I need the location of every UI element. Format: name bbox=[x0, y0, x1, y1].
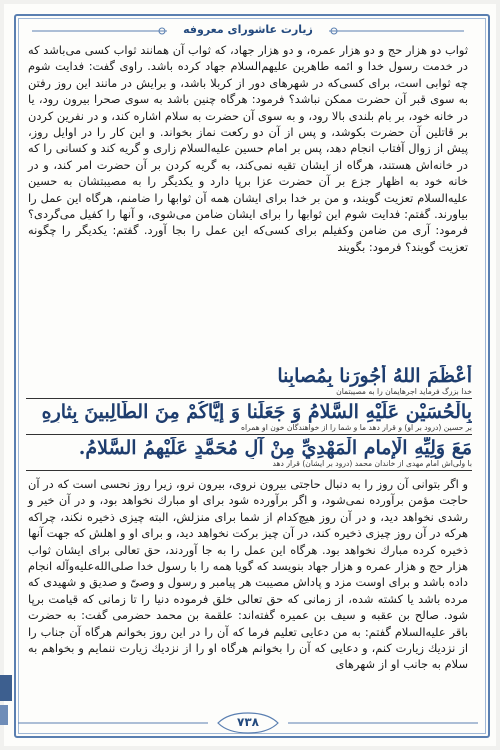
page-header-title: زيارت عاشوراى معروفه bbox=[183, 22, 313, 36]
translation-gloss-2: بر حسين (درود بر او) و قرار دهد ما و شما را از خواهندگان خون او همراه bbox=[26, 423, 472, 435]
arabic-quote-block bbox=[26, 365, 472, 473]
margin-thumb-tab bbox=[0, 675, 12, 701]
body-text-bottom bbox=[28, 476, 468, 673]
arabic-quote-line-3: مَعَ وَلِيِّهِ الْإمامِ الْمَهْدِيِّ مِنْ آلِ مُحَمَّدٍ عَلَيْهِمُ السَّلامُ. bbox=[78, 437, 472, 459]
page-footer bbox=[18, 712, 478, 734]
header-ornament-left bbox=[32, 26, 167, 36]
margin-thumb-tab-secondary bbox=[0, 705, 8, 725]
header-ornament-right bbox=[329, 26, 464, 36]
paragraph-1: ثواب دو هزار حج و دو هزار عمره، و دو هزار جهاد، كه ثواب آن همانند ثواب كسى مى‌باشد كه در خدمت رسول خدا و ائمه طاهرين عليهم‌السلام جهاد كرده باشد. راوى گفت: فدايت شوم چه ثوابى است، براى كسى‌كه در شهرهاى دور از كربلا باشد، و برايش در مانند اين روز رفتن به سوى قبر آن حضرت ممكن نباشد؟ فرمود: هرگاه چنين باشد به سوى صحرا بيرون رود، يا در خانه خود، بر بام بلندى بالا رود، و به سوى آن حضرت به سلام اشاره كند، و در نفرين كردن بر قاتلين آن حضرت بكوشد، و پس از آن دو ركعت نماز بخواند. و اين كار را در اوايل روز، پيش از زوال آفتاب انجام دهد، پس بر امام حسين عليه‌السلام زارى و گريه كند و كسانى را كه در خانه‌اش هستند، هرگاه از ايشان تقيه نمى‌كند، به گريه كردن بر آن حضرت امر كند، و در خانه خود به اظهار جزع بر آن حضرت عزا برپا دارد و يكديگر را به مصيبتشان به حسين عليه‌السلام تعزيت گويند، و من بر خدا براى ايشان همه آن ثوابها را ضامنم، هرگاه اين عمل را بياورند. گفتم: فدايت شوم اين ثوابها را براى ايشان ضامن مى‌شوى، و آنها را كفيل مى‌گردى؟ فرمود: آرى من ضامن وكفيلم براى كسى‌كه اين عمل را بجا آورد. گفتم: يكديگر را چگونه تعزيت گويند؟ فرمود: بگويند bbox=[28, 43, 468, 254]
page-number: ٧٣٨ bbox=[237, 715, 259, 729]
body-text-top bbox=[28, 42, 468, 255]
translation-gloss-3: با ولى‌اش امام مهدى از خاندان محمد (درود بر ايشان) قرار دهد bbox=[26, 459, 472, 471]
page-header bbox=[18, 16, 478, 42]
arabic-quote-line-1: أَعْظَمَ اللهُ أُجُورَنا بِمُصابِنا bbox=[277, 365, 472, 387]
translation-gloss-1: خدا بزرگ فرمايد اجرهايمان را به مصيبتمان bbox=[26, 387, 472, 399]
arabic-quote-line-2: بِالْحُسَيْنِ عَلَيْهِ السَّلامُ وَ جَعَلَنا وَ إيَّاكُمْ مِنَ الطّالِبينَ بِثارِهِ bbox=[41, 401, 472, 423]
paragraph-2: و اگر بتوانى آن روز را به دنبال حاجتى بيرون نروى، بيرون نرو، زيرا روز نحسى است كه در آن حاجت مؤمن برآورده نمى‌شود، و اگر برآورده شود براى او مبارك نخواهد بود، و در آن خير و رشدى نخواهد ديد، و در آن روز هيچ‌كدام از شما براى منزلش، البته چيزى ذخيره نكند، چراكه هركه در آن روز چيزى ذخيره كند، در آن چيز بركت نخواهد ديد، و براى او و اهلش كه جهت آنها ذخيره كرده مبارك نخواهد بود. هرگاه اين عمل را به جا آوردند، حق تعالى براى ايشان ثواب هزار حج و هزار عمره و هزار جهاد بنويسد كه گويا همه را با رسول خدا صلى‌الله‌عليه‌وآله انجام داده باشد و براى اوست مزد و پاداش مصيبت هر پيامبر و رسول و وصىّ و صديق و شهيدى كه مرده باشد يا كشته شده، از زمانى كه حق تعالى خلق فرموده دنيا را تا زمانى كه قيامت برپا شود. صالح بن عقبه و سيف بن عميره گفته‌اند: علقمة بن محمد حضرمى گفت: به حضرت باقر عليه‌السلام گفتم: به من دعايى تعليم فرما كه آن را در اين روز بخوانم هرگاه آن جناب را از نزديك زيارت كنم، و دعايى كه آن را بخوانم هرگاه او را از نزديك زيارت ننمايم و بخواهم به سلام به جانب او از شهرهاى bbox=[28, 477, 468, 672]
